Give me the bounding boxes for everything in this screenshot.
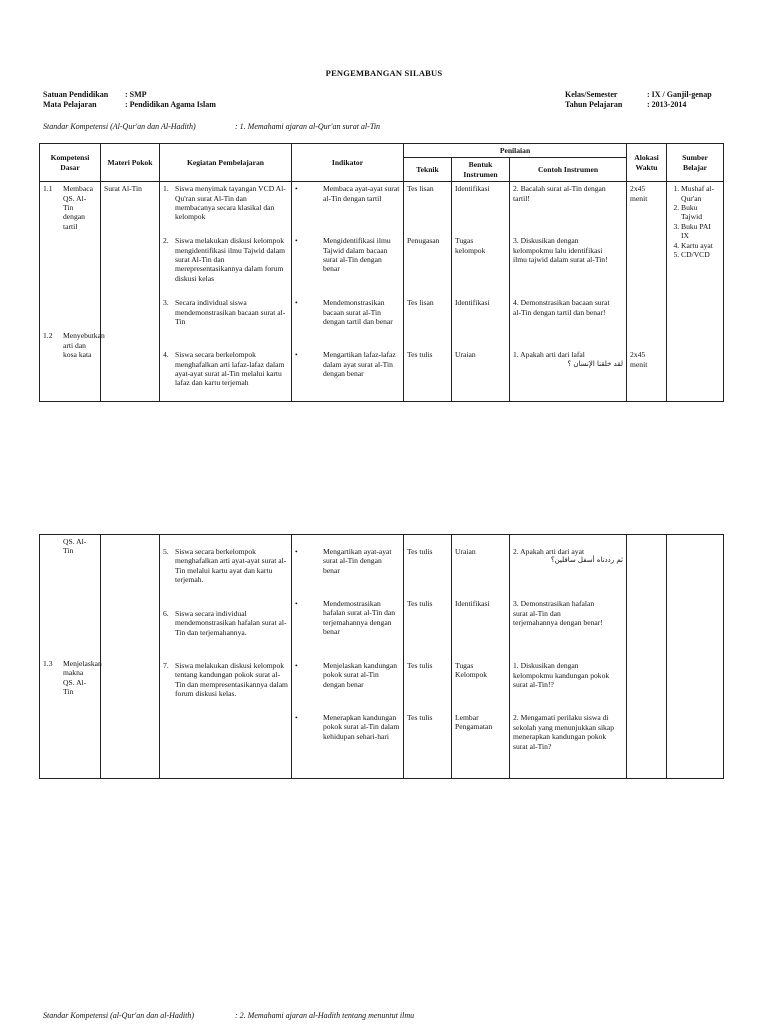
- sk2-label: Standar Kompetensi (al-Qur'an dan al-Hadith): [43, 1011, 195, 1020]
- sumber-cell: [667, 182, 724, 402]
- col-alokasi: Alokasi Waktu: [627, 144, 667, 182]
- col-bentuk: Bentuk Instrumen: [452, 158, 510, 182]
- bentuk-cell: Identifikasi Tugas kelompok Identifikasi Uraian: [452, 182, 510, 402]
- kegiatan-item: 1. Siswa menyimak tayangan VCD Al-Qu'ran surat Al-Tin dan membacanya secara klasikal dan kelompok: [163, 184, 286, 222]
- indikator-item: • Mengartikan lafaz-lafaz dalam ayat surat al-Tin dengan benar: [295, 350, 396, 379]
- mapel-label: Mata Pelajaran: [43, 100, 97, 109]
- sk1-label: Standar Kompetensi (Al-Qur'an dan Al-Hadith): [43, 122, 196, 131]
- contoh-cell: 2. Bacalah surat al-Tin dengan tartil! 3. Diskusikan dengan kelompokmu lalu identifikasi ilmu tajwid dalam surat al-Tin! 4. Demonstrasikan bacaan surat al-Tin dengan tartil dan benar! 1. Apakah arti dari lafal لقد خلقنا الإنسان ؟: [510, 182, 627, 402]
- standar-kompetensi-1: [43, 122, 380, 131]
- sk1-value: : 1. Memahami ajaran al-Qur'an surat al-Tin: [235, 122, 381, 131]
- page-title: PENGEMBANGAN SILABUS: [325, 68, 443, 78]
- indikator-item: • Membaca ayat-ayat surat al-Tin dengan tartil: [295, 184, 400, 203]
- col-kegiatan: Kegiatan Pembelajaran: [160, 144, 292, 182]
- kegiatan-cell: [160, 182, 292, 402]
- teknik-cell: Tes tulis Tes tulis Tes tulis Tes tulis: [404, 535, 452, 779]
- col-sumber: Sumber Belajar: [667, 144, 724, 182]
- indikator-item: • Mendemostrasikan hafalan surat al-Tin dan terjemahannya dengan benar: [295, 599, 396, 637]
- sumber-cell: [667, 535, 724, 779]
- kd-item: 1.1 Membaca QS. Al-Tin dengan tartil: [43, 184, 93, 231]
- silabus-table-2: [39, 534, 724, 779]
- satuan-value: : SMP: [125, 90, 147, 99]
- indikator-item: • Mengartikan ayat-ayat surat al-Tin dengan benar: [295, 547, 392, 575]
- kegiatan-item: 6. Siswa secara individual mendemonstrasikan hafalan surat al-Tin dan terjemahannya.: [163, 609, 287, 637]
- kegiatan-item: 5. Siswa secara berkelompok menghafalkan arti ayat-ayat surat al-Tin melalui kartu ayat dan kartu terjemah.: [163, 547, 287, 585]
- kegiatan-item: 7. Siswa melakukan diskusi kelompok tentang kandungan pokok surat al-Tin dan mempresentasikannya dalam forum diskusi kelas.: [163, 661, 288, 699]
- tahun-value: : 2013-2014: [647, 100, 687, 109]
- materi-cell: [101, 535, 160, 779]
- indikator-item: • Menerapkan kandungan pokok surat al-Tin dalam kehidupan sehari-hari: [295, 713, 400, 741]
- arabic-text: لقد خلقنا الإنسان ؟: [567, 359, 624, 368]
- materi-cell: Surat Al-Tin: [101, 182, 160, 402]
- contoh-cell: 2. Apakah arti dari ayat ثم رددناه أسفل سافلين؟ 3. Demonstrasikan hafalan surat al-Tin dan terjemahannya dengan benar! 1. Diskusikan dengan kelompokmu kandungan pokok surat al-Tin!? 2. Mengamati perilaku siswa di sekolah yang menunjukkan sikap menerapkan kandungan pokok surat al-Tin?: [510, 535, 627, 779]
- alokasi-cell: 2x45 menit 2x45 menit: [627, 182, 667, 402]
- col-indikator: Indikator: [292, 144, 404, 182]
- kd-item: 1.3 Menjelaskan makna QS. Al-Tin: [43, 659, 102, 697]
- satuan-label: Satuan Pendidikan: [43, 90, 109, 99]
- tahun-label: Tahun Pelajaran: [565, 100, 623, 109]
- col-materi: Materi Pokok: [101, 144, 160, 182]
- indikator-item: • Menjelaskan kandungan pokok surat al-Tin dengan benar: [295, 661, 398, 689]
- indikator-item: • Mengidentifikasi ilmu Tajwid dalam bacaan surat al-Tin dengan benar: [295, 236, 391, 274]
- kegiatan-item: 2. Siswa melakukan diskusi kelompok mengidentifikasi ilmu Tajwid dalam surat Al-Tin dan merepresentasikannya dalam forum diskusi kelas: [163, 236, 286, 283]
- teknik-cell: Tes lisan Penugasan Tes lisan Tes tulis: [404, 182, 452, 402]
- arabic-text: ثم رددناه أسفل سافلين؟: [550, 556, 623, 565]
- col-contoh: Contoh Instrumen: [510, 158, 627, 182]
- sk2-value: : 2. Memahami ajaran al-Hadith tentang menuntut ilmu: [235, 1011, 415, 1020]
- col-teknik: Teknik: [404, 158, 452, 182]
- silabus-table-1: [39, 143, 724, 402]
- indikator-cell: [292, 535, 404, 779]
- col-kd: Kompetensi Dasar: [40, 144, 101, 182]
- header-left: [43, 90, 216, 110]
- kegiatan-item: 4. Siswa secara berkelompok menghafalkan arti lafaz-lafaz dalam ayat-ayat surat al-Tin melalui kartu lafaz dan kartu terjemah: [163, 350, 285, 388]
- mapel-value: : Pendidikan Agama Islam: [125, 100, 216, 109]
- alokasi-cell: [627, 535, 667, 779]
- standar-kompetensi-2: [43, 1011, 414, 1020]
- kelas-label: Kelas/Semester: [565, 90, 618, 99]
- kd-cell: QS. Al-Tin 1.3 Menjelaskan makna QS. Al-Tin: [40, 535, 101, 779]
- indikator-cell: [292, 182, 404, 402]
- sumber-list: 1. Mushaf al-Qur'an 2. Buku Tajwid 3. Buku PAI IX 4. Kartu ayat 5. CD/VCD: [670, 184, 720, 259]
- kegiatan-cell: [160, 535, 292, 779]
- kegiatan-item: 3. Secara individual siswa mendemonstrasikan bacaan surat al-Tin: [163, 298, 286, 327]
- kd-item: 1.2 Menyebutkan arti dan kosa kata: [43, 331, 105, 360]
- header-right: [565, 90, 712, 110]
- kelas-value: : IX / Ganjil-genap: [647, 90, 712, 99]
- col-penilaian: Penilaian: [404, 144, 627, 158]
- indikator-item: • Mendemonstrasikan bacaan surat al-Tin dengan tartil dan benar: [295, 298, 393, 327]
- kd-cell: [40, 182, 105, 402]
- bentuk-cell: Uraian Identifikasi Tugas Kelompok Lembar Pengamatan: [452, 535, 510, 779]
